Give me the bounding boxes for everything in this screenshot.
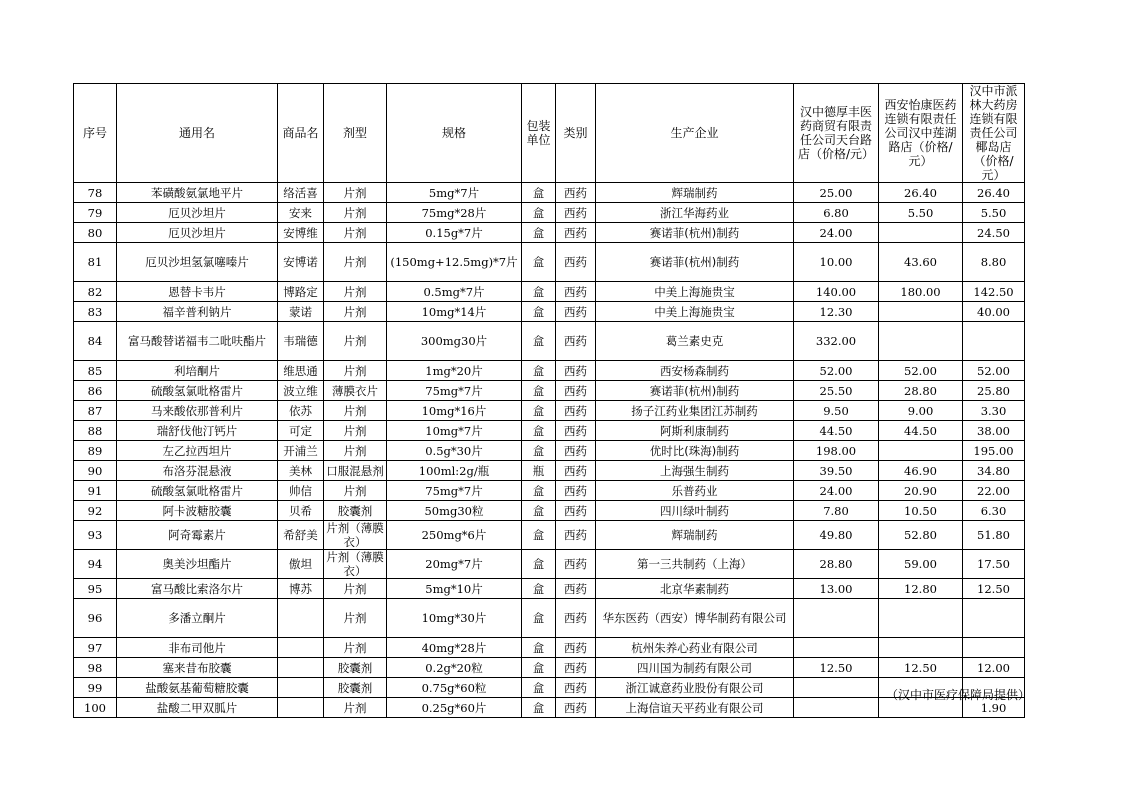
table-cell: 西药 — [556, 698, 596, 718]
table-cell: 52.80 — [879, 521, 963, 550]
table-row — [74, 599, 1025, 638]
col-header: 西安怡康医药连锁有限责任公司汉中莲湖路店（价格/元） — [879, 84, 963, 183]
table-cell: 波立维 — [278, 381, 324, 401]
table-cell — [963, 322, 1025, 361]
table-cell: 300mg30片 — [387, 322, 522, 361]
table-cell: 100ml:2g/瓶 — [387, 461, 522, 481]
table-cell: 盒 — [522, 223, 556, 243]
table-cell: 硫酸氢氯吡格雷片 — [117, 381, 278, 401]
table-row — [74, 401, 1025, 421]
table-cell: 盒 — [522, 599, 556, 638]
table-cell: 52.00 — [879, 361, 963, 381]
table-cell: 24.00 — [794, 223, 879, 243]
table-cell: 90 — [74, 461, 117, 481]
table-cell: 辉瑞制药 — [596, 521, 794, 550]
table-cell: 四川国为制药有限公司 — [596, 658, 794, 678]
table-cell: 28.80 — [879, 381, 963, 401]
table-row — [74, 361, 1025, 381]
table-cell: 12.30 — [794, 302, 879, 322]
table-cell: 上海信谊天平药业有限公司 — [596, 698, 794, 718]
table-cell: 片剂 — [324, 421, 387, 441]
table-row — [74, 501, 1025, 521]
table-cell: 52.00 — [963, 361, 1025, 381]
table-cell — [794, 638, 879, 658]
table-cell: 片剂 — [324, 441, 387, 461]
table-cell: 43.60 — [879, 243, 963, 282]
table-cell: 西药 — [556, 361, 596, 381]
table-cell: 优时比(珠海)制药 — [596, 441, 794, 461]
table-cell: 胶囊剂 — [324, 658, 387, 678]
table-cell: 44.50 — [794, 421, 879, 441]
table-cell: 可定 — [278, 421, 324, 441]
table-cell: 阿卡波糖胶囊 — [117, 501, 278, 521]
table-cell: 100 — [74, 698, 117, 718]
table-cell: 38.00 — [963, 421, 1025, 441]
table-cell: 0.15g*7片 — [387, 223, 522, 243]
table-cell: 7.80 — [794, 501, 879, 521]
col-header: 商品名 — [278, 84, 324, 183]
table-cell: 20mg*7片 — [387, 550, 522, 579]
table-cell: 84 — [74, 322, 117, 361]
table-cell: 片剂 — [324, 361, 387, 381]
table-cell: 93 — [74, 521, 117, 550]
table-cell: 盒 — [522, 441, 556, 461]
table-cell: 北京华素制药 — [596, 579, 794, 599]
table-cell: 多潘立酮片 — [117, 599, 278, 638]
table-cell: 恩替卡韦片 — [117, 282, 278, 302]
table-cell: 81 — [74, 243, 117, 282]
table-cell: 西药 — [556, 302, 596, 322]
table-cell: 浙江华海药业 — [596, 203, 794, 223]
table-cell: 利培酮片 — [117, 361, 278, 381]
table-cell: 上海强生制药 — [596, 461, 794, 481]
table-cell: 乐普药业 — [596, 481, 794, 501]
table-cell: 85 — [74, 361, 117, 381]
table-cell: 59.00 — [879, 550, 963, 579]
col-header: 汉中德厚丰医药商贸有限责任公司天台路店（价格/元） — [794, 84, 879, 183]
table-cell: 24.00 — [794, 481, 879, 501]
table-cell: 40mg*28片 — [387, 638, 522, 658]
table-row — [74, 579, 1025, 599]
table-cell: 蒙诺 — [278, 302, 324, 322]
table-cell: 87 — [74, 401, 117, 421]
table-cell: 盒 — [522, 421, 556, 441]
table-cell: 5mg*7片 — [387, 183, 522, 203]
table-cell: 盐酸二甲双胍片 — [117, 698, 278, 718]
table-cell: 片剂 — [324, 203, 387, 223]
table-header-row — [74, 84, 1025, 183]
table-row — [74, 461, 1025, 481]
table-cell — [879, 638, 963, 658]
table-cell: 西药 — [556, 243, 596, 282]
table-cell — [278, 658, 324, 678]
table-cell — [794, 599, 879, 638]
table-cell: 1.90 — [963, 698, 1025, 718]
table-cell: 180.00 — [879, 282, 963, 302]
table-cell: 盒 — [522, 361, 556, 381]
table-cell: 75mg*28片 — [387, 203, 522, 223]
table-cell: 依苏 — [278, 401, 324, 421]
table-cell: 5.50 — [963, 203, 1025, 223]
table-cell: 26.40 — [879, 183, 963, 203]
table-cell: 10.00 — [794, 243, 879, 282]
table-row — [74, 638, 1025, 658]
table-cell: 44.50 — [879, 421, 963, 441]
table-cell: 西药 — [556, 481, 596, 501]
table-cell: 帅信 — [278, 481, 324, 501]
table-cell: 盒 — [522, 501, 556, 521]
table-cell: 96 — [74, 599, 117, 638]
table-cell: 22.00 — [963, 481, 1025, 501]
table-cell: 28.80 — [794, 550, 879, 579]
table-cell: 西药 — [556, 550, 596, 579]
table-body — [74, 183, 1025, 718]
table-cell: 46.90 — [879, 461, 963, 481]
table-cell: 75mg*7片 — [387, 481, 522, 501]
table-cell: 片剂 — [324, 282, 387, 302]
table-cell: 西药 — [556, 401, 596, 421]
table-cell: 6.30 — [963, 501, 1025, 521]
table-cell: 开浦兰 — [278, 441, 324, 461]
table-cell: 25.00 — [794, 183, 879, 203]
table-cell: 99 — [74, 678, 117, 698]
table-cell: 盒 — [522, 203, 556, 223]
table-cell: 盒 — [522, 183, 556, 203]
table-cell: 52.00 — [794, 361, 879, 381]
table-row — [74, 521, 1025, 550]
table-cell: 97 — [74, 638, 117, 658]
table-cell: 西药 — [556, 183, 596, 203]
table-cell: 塞来昔布胶囊 — [117, 658, 278, 678]
table-cell: 西药 — [556, 223, 596, 243]
col-header: 包装单位 — [522, 84, 556, 183]
table-cell: 198.00 — [794, 441, 879, 461]
table-cell: 厄贝沙坦氢氯噻嗪片 — [117, 243, 278, 282]
table-cell: 盒 — [522, 401, 556, 421]
table-cell: 浙江诚意药业股份有限公司 — [596, 678, 794, 698]
table-cell: 0.75g*60粒 — [387, 678, 522, 698]
table-cell: 西药 — [556, 658, 596, 678]
table-cell: 阿斯利康制药 — [596, 421, 794, 441]
table-cell: 布洛芬混悬液 — [117, 461, 278, 481]
table-cell: 西药 — [556, 282, 596, 302]
table-cell: 薄膜衣片 — [324, 381, 387, 401]
table-cell: 12.50 — [879, 658, 963, 678]
table-cell: 博路定 — [278, 282, 324, 302]
price-table-container — [73, 83, 1025, 718]
table-cell: 盒 — [522, 521, 556, 550]
table-cell: 盒 — [522, 302, 556, 322]
table-cell — [278, 599, 324, 638]
table-cell: 92 — [74, 501, 117, 521]
table-cell: 络活喜 — [278, 183, 324, 203]
table-cell: 6.80 — [794, 203, 879, 223]
table-cell: 片剂 — [324, 322, 387, 361]
table-cell: 瑞舒伐他汀钙片 — [117, 421, 278, 441]
table-cell: 西药 — [556, 678, 596, 698]
table-cell: 250mg*6片 — [387, 521, 522, 550]
table-cell: 86 — [74, 381, 117, 401]
col-header: 规格 — [387, 84, 522, 183]
table-cell: 马来酸依那普利片 — [117, 401, 278, 421]
table-cell: 西药 — [556, 501, 596, 521]
table-cell: 25.80 — [963, 381, 1025, 401]
table-cell: 332.00 — [794, 322, 879, 361]
table-cell: 95 — [74, 579, 117, 599]
table-cell — [879, 599, 963, 638]
table-cell: 希舒美 — [278, 521, 324, 550]
table-cell: 25.50 — [794, 381, 879, 401]
col-header: 通用名 — [117, 84, 278, 183]
table-cell: 10mg*30片 — [387, 599, 522, 638]
table-cell: 西药 — [556, 322, 596, 361]
table-row — [74, 223, 1025, 243]
table-cell: 5mg*10片 — [387, 579, 522, 599]
table-row — [74, 381, 1025, 401]
table-row — [74, 282, 1025, 302]
table-cell — [879, 302, 963, 322]
table-cell: 西药 — [556, 441, 596, 461]
table-cell: 12.50 — [963, 579, 1025, 599]
table-row — [74, 481, 1025, 501]
table-cell: 盒 — [522, 638, 556, 658]
table-cell: 美林 — [278, 461, 324, 481]
table-cell: 10.50 — [879, 501, 963, 521]
table-cell: 12.80 — [879, 579, 963, 599]
table-cell: 0.5mg*7片 — [387, 282, 522, 302]
table-row — [74, 183, 1025, 203]
table-cell: 片剂 — [324, 302, 387, 322]
table-cell: 安博诺 — [278, 243, 324, 282]
table-cell: 富马酸替诺福韦二吡呋酯片 — [117, 322, 278, 361]
table-cell — [278, 698, 324, 718]
table-cell: 8.80 — [963, 243, 1025, 282]
table-cell: 0.5g*30片 — [387, 441, 522, 461]
table-cell: 89 — [74, 441, 117, 461]
table-cell: 5.50 — [879, 203, 963, 223]
table-row — [74, 550, 1025, 579]
table-cell: 厄贝沙坦片 — [117, 223, 278, 243]
table-cell: 贝希 — [278, 501, 324, 521]
table-cell: 79 — [74, 203, 117, 223]
table-cell: 非布司他片 — [117, 638, 278, 658]
table-cell: 片剂 — [324, 599, 387, 638]
table-cell: 盒 — [522, 550, 556, 579]
table-cell: (150mg+12.5mg)*7片 — [387, 243, 522, 282]
table-cell: 75mg*7片 — [387, 381, 522, 401]
table-cell — [879, 322, 963, 361]
table-cell: 142.50 — [963, 282, 1025, 302]
price-table — [73, 83, 1025, 718]
table-cell: 福辛普利钠片 — [117, 302, 278, 322]
table-cell: 富马酸比索洛尔片 — [117, 579, 278, 599]
table-cell: 盒 — [522, 481, 556, 501]
table-cell: 第一三共制药（上海） — [596, 550, 794, 579]
table-cell: 24.50 — [963, 223, 1025, 243]
table-cell: 盒 — [522, 579, 556, 599]
table-cell: 片剂 — [324, 481, 387, 501]
table-cell — [963, 599, 1025, 638]
table-cell: 盒 — [522, 282, 556, 302]
table-cell — [278, 678, 324, 698]
table-cell: 中美上海施贵宝 — [596, 282, 794, 302]
table-cell: 49.80 — [794, 521, 879, 550]
table-cell: 10mg*14片 — [387, 302, 522, 322]
table-row — [74, 203, 1025, 223]
table-cell — [278, 638, 324, 658]
table-cell: 盒 — [522, 243, 556, 282]
table-cell: 杭州朱养心药业有限公司 — [596, 638, 794, 658]
table-cell: 9.00 — [879, 401, 963, 421]
table-cell: 26.40 — [963, 183, 1025, 203]
table-cell: 赛诺菲(杭州)制药 — [596, 381, 794, 401]
table-cell: 20.90 — [879, 481, 963, 501]
table-cell: 盒 — [522, 322, 556, 361]
table-row — [74, 243, 1025, 282]
source-note: （汉中市医疗保障局提供） — [885, 688, 1030, 702]
table-cell: 奥美沙坦酯片 — [117, 550, 278, 579]
table-cell: 西安杨森制药 — [596, 361, 794, 381]
table-cell: 片剂 — [324, 698, 387, 718]
table-cell: 78 — [74, 183, 117, 203]
table-cell: 51.80 — [963, 521, 1025, 550]
table-cell: 安博维 — [278, 223, 324, 243]
table-cell: 1mg*20片 — [387, 361, 522, 381]
table-cell: 中美上海施贵宝 — [596, 302, 794, 322]
table-cell: 韦瑞德 — [278, 322, 324, 361]
table-cell: 12.00 — [963, 658, 1025, 678]
table-cell: 12.50 — [794, 658, 879, 678]
table-cell: 3.30 — [963, 401, 1025, 421]
table-cell: 西药 — [556, 521, 596, 550]
table-row — [74, 322, 1025, 361]
table-cell: 葛兰素史克 — [596, 322, 794, 361]
table-cell: 83 — [74, 302, 117, 322]
table-cell: 口服混悬剂 — [324, 461, 387, 481]
table-row — [74, 421, 1025, 441]
table-cell: 西药 — [556, 421, 596, 441]
table-cell: 辉瑞制药 — [596, 183, 794, 203]
table-cell: 西药 — [556, 638, 596, 658]
table-cell: 9.50 — [794, 401, 879, 421]
table-cell: 博苏 — [278, 579, 324, 599]
table-row — [74, 441, 1025, 461]
table-cell: 胶囊剂 — [324, 501, 387, 521]
table-cell: 34.80 — [963, 461, 1025, 481]
table-cell: 片剂（薄膜衣） — [324, 550, 387, 579]
table-cell: 西药 — [556, 381, 596, 401]
table-cell: 左乙拉西坦片 — [117, 441, 278, 461]
table-cell: 苯磺酸氨氯地平片 — [117, 183, 278, 203]
table-cell: 0.25g*60片 — [387, 698, 522, 718]
table-cell: 91 — [74, 481, 117, 501]
table-cell: 50mg30粒 — [387, 501, 522, 521]
table-cell: 安来 — [278, 203, 324, 223]
col-header: 类别 — [556, 84, 596, 183]
table-row — [74, 658, 1025, 678]
table-cell: 片剂 — [324, 401, 387, 421]
table-cell: 胶囊剂 — [324, 678, 387, 698]
table-cell: 88 — [74, 421, 117, 441]
table-cell — [963, 638, 1025, 658]
table-cell: 厄贝沙坦片 — [117, 203, 278, 223]
table-cell: 赛诺菲(杭州)制药 — [596, 243, 794, 282]
table-cell: 傲坦 — [278, 550, 324, 579]
table-cell: 赛诺菲(杭州)制药 — [596, 223, 794, 243]
table-cell: 西药 — [556, 203, 596, 223]
table-cell: 10mg*7片 — [387, 421, 522, 441]
table-cell: 片剂（薄膜衣） — [324, 521, 387, 550]
table-cell: 瓶 — [522, 461, 556, 481]
table-cell: 盐酸氨基葡萄糖胶囊 — [117, 678, 278, 698]
table-cell: 西药 — [556, 599, 596, 638]
table-cell: 盒 — [522, 381, 556, 401]
table-cell: 82 — [74, 282, 117, 302]
table-cell — [879, 223, 963, 243]
table-row — [74, 302, 1025, 322]
col-header: 序号 — [74, 84, 117, 183]
table-cell: 维思通 — [278, 361, 324, 381]
table-cell: 盒 — [522, 658, 556, 678]
table-cell: 39.50 — [794, 461, 879, 481]
table-cell: 片剂 — [324, 183, 387, 203]
table-cell: 扬子江药业集团江苏制药 — [596, 401, 794, 421]
table-cell: 盒 — [522, 698, 556, 718]
table-cell: 阿奇霉素片 — [117, 521, 278, 550]
table-cell: 0.2g*20粒 — [387, 658, 522, 678]
table-cell: 盒 — [522, 678, 556, 698]
table-cell: 片剂 — [324, 638, 387, 658]
table-cell: 四川绿叶制药 — [596, 501, 794, 521]
table-cell: 140.00 — [794, 282, 879, 302]
table-cell: 98 — [74, 658, 117, 678]
table-cell: 硫酸氢氯吡格雷片 — [117, 481, 278, 501]
table-cell: 80 — [74, 223, 117, 243]
table-cell: 17.50 — [963, 550, 1025, 579]
col-header: 剂型 — [324, 84, 387, 183]
table-cell: 片剂 — [324, 243, 387, 282]
col-header: 生产企业 — [596, 84, 794, 183]
table-cell: 40.00 — [963, 302, 1025, 322]
table-cell: 西药 — [556, 461, 596, 481]
table-cell: 片剂 — [324, 223, 387, 243]
table-cell: 华东医药（西安）博华制药有限公司 — [596, 599, 794, 638]
table-cell: 西药 — [556, 579, 596, 599]
table-cell: 94 — [74, 550, 117, 579]
table-cell: 10mg*16片 — [387, 401, 522, 421]
table-cell: 13.00 — [794, 579, 879, 599]
table-cell: 195.00 — [963, 441, 1025, 461]
table-cell: 片剂 — [324, 579, 387, 599]
table-cell — [879, 441, 963, 461]
col-header: 汉中市派林大药房连锁有限责任公司椰岛店（价格/元） — [963, 84, 1025, 183]
